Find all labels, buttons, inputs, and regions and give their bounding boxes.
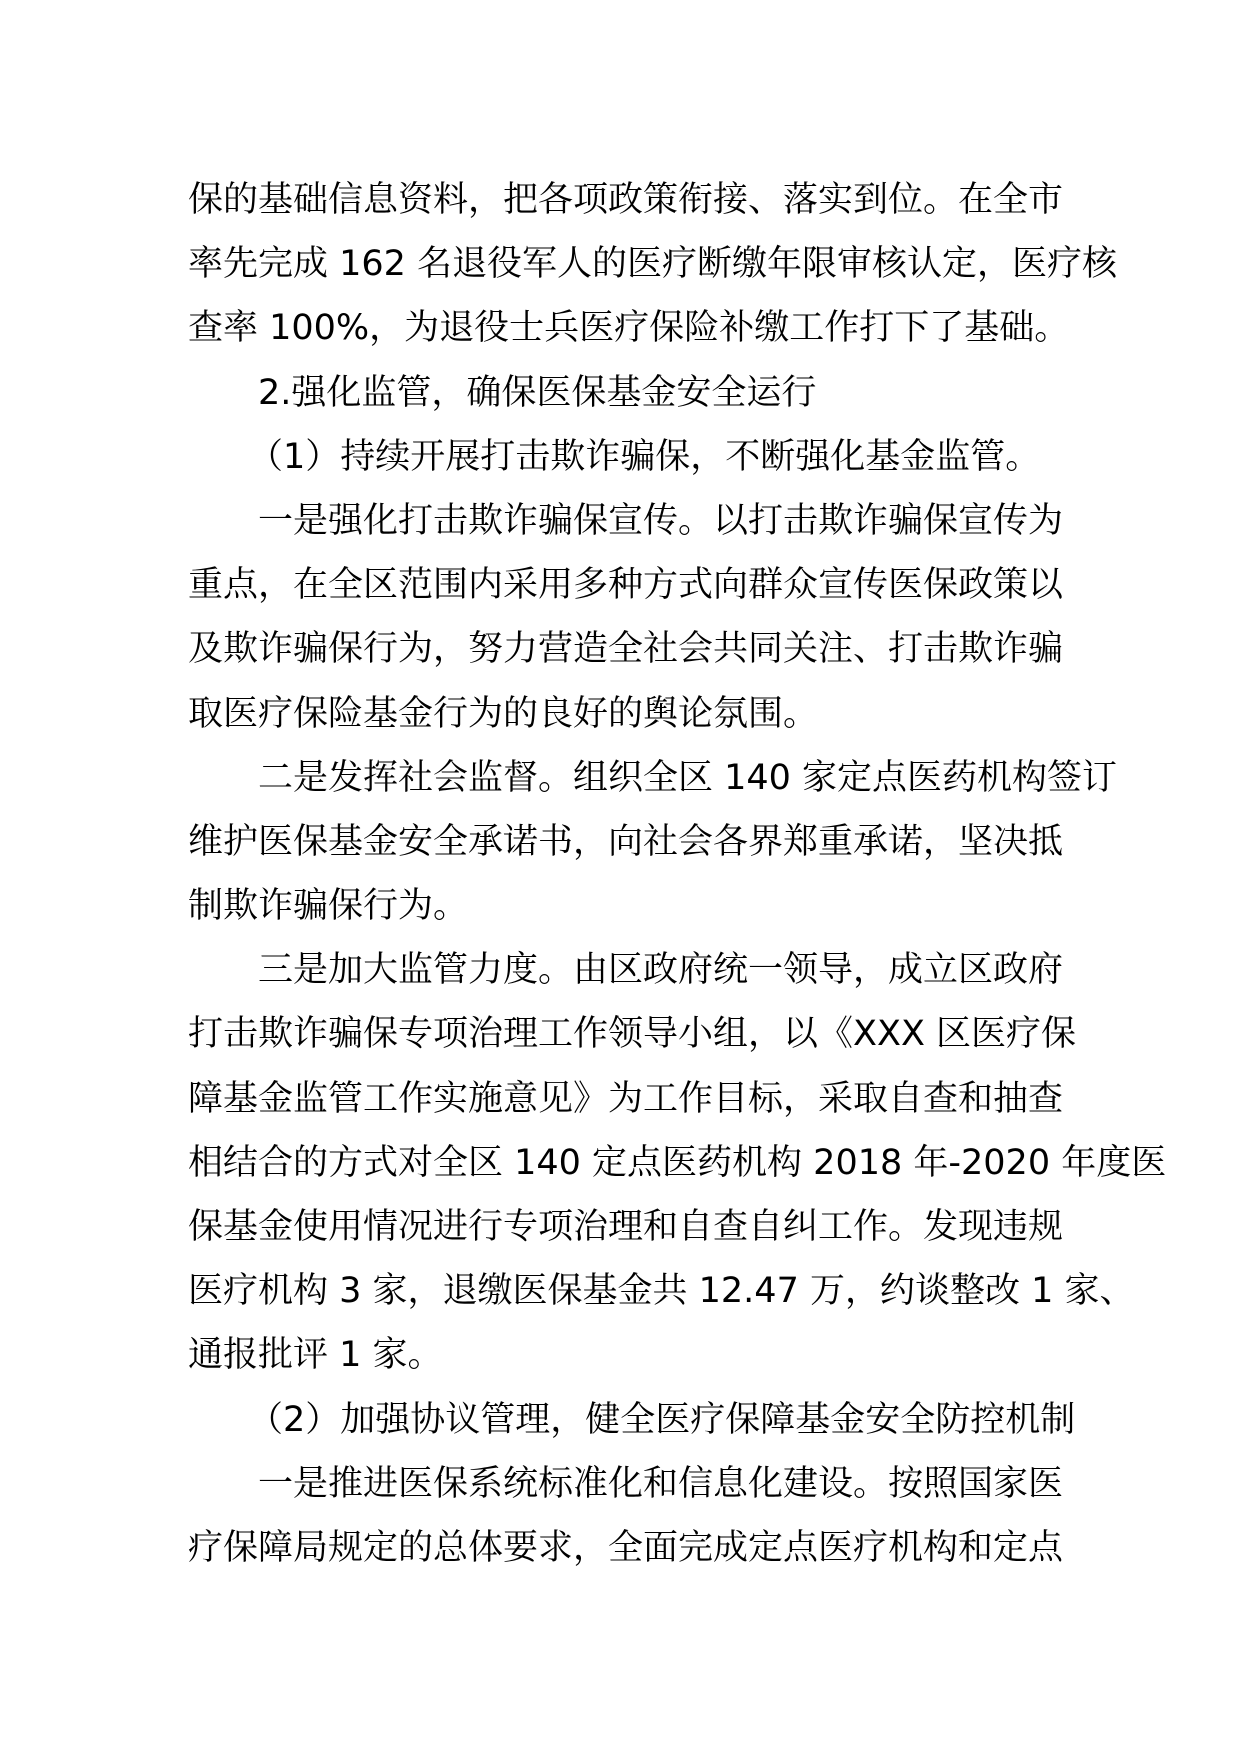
body-line: 及欺诈骗保行为，努力营造全社会共同关注、打击欺诈骗 bbox=[188, 629, 1064, 670]
body-line: 保的基础信息资料，把各项政策衔接、落实到位。在全市 bbox=[188, 180, 1064, 220]
body-line: 医疗机构 3 家，退缴医保基金共 12.47 万，约谈整改 1 家、 bbox=[188, 1271, 1135, 1312]
paragraph-start-line: 一是强化打击欺诈骗保宣传。以打击欺诈骗保宣传为 bbox=[258, 500, 1064, 541]
body-line: 相结合的方式对全区 140 定点医药机构 2018 年-2020 年度医 bbox=[188, 1142, 1167, 1183]
body-line: 重点，在全区范围内采用多种方式向群众宣传医保政策以 bbox=[188, 565, 1064, 606]
paragraph-start-line: 三是加大监管力度。由区政府统一领导，成立区政府 bbox=[258, 950, 1064, 991]
body-line: 通报批评 1 家。 bbox=[188, 1335, 443, 1376]
paragraph-start-line: 一是推进医保系统标准化和信息化建设。按照国家医 bbox=[258, 1463, 1064, 1504]
paragraph-start-line: 二是发挥社会监督。组织全区 140 家定点医药机构签订 bbox=[258, 757, 1118, 798]
section-heading: 2.强化监管，确保医保基金安全运行 bbox=[258, 372, 817, 413]
body-line: 率先完成 162 名退役军人的医疗断缴年限审核认定，医疗核 bbox=[188, 244, 1118, 285]
body-line: 保基金使用情况进行专项治理和自查自纠工作。发现违规 bbox=[188, 1207, 1064, 1247]
body-line: 取医疗保险基金行为的良好的舆论氛围。 bbox=[188, 693, 819, 734]
body-line: 障基金监管工作实施意见》为工作目标，采取自查和抽查 bbox=[188, 1078, 1064, 1119]
body-line: 查率 100%，为退役士兵医疗保险补缴工作打下了基础。 bbox=[188, 308, 1070, 349]
body-line: 疗保障局规定的总体要求，全面完成定点医疗机构和定点 bbox=[188, 1527, 1064, 1568]
body-line: 维护医保基金安全承诺书，向社会各界郑重承诺，坚决抵 bbox=[188, 821, 1064, 862]
body-line: 制欺诈骗保行为。 bbox=[188, 886, 469, 927]
document-body bbox=[188, 168, 1167, 1580]
subsection-heading: （2）加强协议管理，健全医疗保障基金安全防控机制 bbox=[248, 1399, 1076, 1440]
subsection-heading: （1）持续开展打击欺诈骗保，不断强化基金监管。 bbox=[248, 436, 1041, 477]
body-line: 打击欺诈骗保专项治理工作领导小组，以《XXX 区医疗保 bbox=[188, 1014, 1077, 1055]
